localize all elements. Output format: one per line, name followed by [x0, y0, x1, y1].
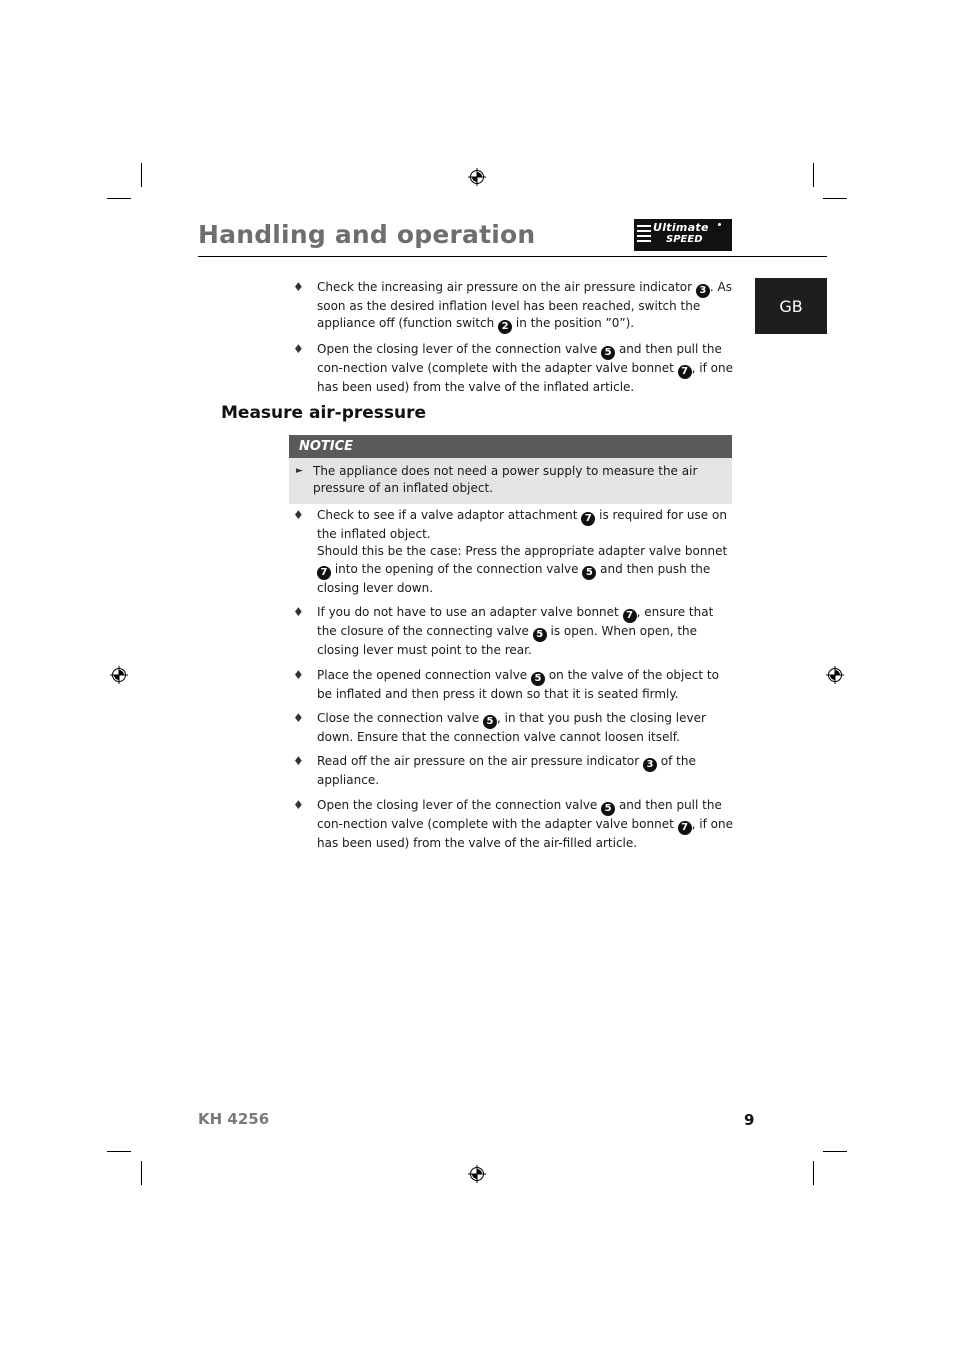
item-text: Close the connection valve: [317, 711, 484, 726]
model-number: KH 4256: [198, 1110, 270, 1128]
item-text: , in that you push the closing lever down. Ensure that the connection valve cannot loosen itself.: [317, 711, 706, 745]
item-text: , ensure that the closure of the connecting valve: [317, 605, 714, 639]
diamond-bullet-icon: ♦: [293, 797, 304, 812]
logo-text-line2: SPEED: [666, 234, 703, 245]
notice-label: NOTICE: [289, 435, 732, 458]
diamond-bullet-icon: ♦: [293, 508, 304, 522]
item-text: Open the closing lever of the connection valve: [317, 797, 602, 812]
header-divider: [198, 256, 827, 257]
instruction-list-top: [290, 279, 735, 404]
logo-dot: [718, 223, 721, 226]
part-number-badge: 7: [581, 512, 595, 526]
crop-mark: [823, 1151, 847, 1152]
list-item: [290, 667, 735, 703]
page-number: 9: [744, 1111, 755, 1129]
diamond-bullet-icon: ♦: [293, 754, 304, 769]
registration-mark-icon: [468, 168, 486, 186]
crop-mark: [141, 163, 142, 187]
list-item: [290, 341, 735, 396]
list-item: [290, 797, 735, 852]
list-item: [290, 507, 735, 597]
registration-mark-icon: [826, 666, 844, 684]
item-text: , if one has been used) from the valve of the air-filled article.: [317, 816, 733, 850]
item-text: Place the opened connection valve: [317, 667, 532, 682]
registration-mark-icon: [110, 666, 128, 684]
part-number-badge: 5: [533, 628, 547, 642]
item-text: and then pull the con-nection valve (complete with the adapter valve bonnet: [317, 342, 722, 376]
part-number-badge: 5: [582, 566, 596, 580]
crop-mark: [823, 198, 847, 199]
item-text: on the valve of the object to be inflated and then press it down so that it is seated firmly.: [317, 667, 719, 701]
section-heading: Measure air-pressure: [221, 403, 427, 423]
list-item: [290, 604, 735, 659]
part-number-badge: 3: [643, 758, 657, 772]
item-text: Check to see if a valve adaptor attachment: [317, 508, 582, 522]
notice-box: [289, 435, 732, 504]
notice-text: The appliance does not need a power supply to measure the air pressure of an inflated object.: [313, 464, 698, 496]
logo-stripe: [637, 240, 651, 242]
part-number-badge: 7: [678, 821, 692, 835]
item-text: and then pull the con-nection valve (complete with the adapter valve bonnet: [317, 797, 722, 831]
part-number-badge: 2: [498, 320, 512, 334]
brand-logo: [634, 219, 732, 251]
part-number-badge: 7: [623, 609, 637, 623]
diamond-bullet-icon: ♦: [293, 605, 304, 620]
list-item: [290, 710, 735, 746]
logo-stripe: [637, 235, 651, 237]
page-title: Handling and operation: [198, 220, 536, 249]
item-text: and then push the closing lever down.: [317, 561, 711, 595]
item-text: into the opening of the connection valve: [331, 561, 583, 576]
list-item: [290, 753, 735, 789]
crop-mark: [107, 1151, 131, 1152]
item-text: Should this be the case: Press the appropriate adapter valve bonnet: [317, 544, 728, 559]
registration-mark-icon: [468, 1165, 486, 1183]
logo-text-line1: Ultimate: [653, 221, 709, 234]
item-text: is required for use on the inflated object.: [317, 508, 727, 541]
crop-mark: [107, 198, 131, 199]
part-number-badge: 5: [601, 346, 615, 360]
item-text: in the position ”0”).: [512, 316, 635, 331]
part-number-badge: 5: [483, 715, 497, 729]
part-number-badge: 7: [678, 365, 692, 379]
arrow-right-icon: ►: [296, 466, 303, 476]
notice-body: [289, 458, 732, 504]
part-number-badge: 5: [601, 802, 615, 816]
item-text: of the appliance.: [317, 754, 696, 788]
part-number-badge: 5: [531, 672, 545, 686]
item-text: . As soon as the desired inflation level has been reached, switch the appliance off (function switch: [317, 280, 732, 331]
part-number-badge: 3: [696, 284, 710, 298]
item-text: , if one has been used) from the valve of the inflated article.: [317, 361, 733, 395]
part-number-badge: 7: [317, 566, 331, 580]
diamond-bullet-icon: ♦: [293, 667, 304, 682]
item-text: If you do not have to use an adapter valve bonnet: [317, 605, 623, 620]
crop-mark: [813, 1161, 814, 1185]
crop-mark: [141, 1161, 142, 1185]
crop-mark: [813, 163, 814, 187]
item-text: is open. When open, the closing lever must point to the rear.: [317, 624, 698, 658]
language-tab: [755, 278, 827, 334]
list-item: [290, 279, 735, 334]
item-text: Read off the air pressure on the air pressure indicator: [317, 754, 643, 769]
item-text: Open the closing lever of the connection valve: [317, 342, 602, 357]
diamond-bullet-icon: ♦: [293, 342, 304, 357]
logo-stripe: [637, 230, 651, 232]
logo-stripe: [637, 225, 651, 227]
diamond-bullet-icon: ♦: [293, 280, 304, 294]
item-text: Check the increasing air pressure on the air pressure indicator: [317, 280, 696, 294]
instruction-list-main: [290, 507, 735, 859]
language-tab-label: GB: [779, 296, 803, 316]
diamond-bullet-icon: ♦: [293, 711, 304, 726]
